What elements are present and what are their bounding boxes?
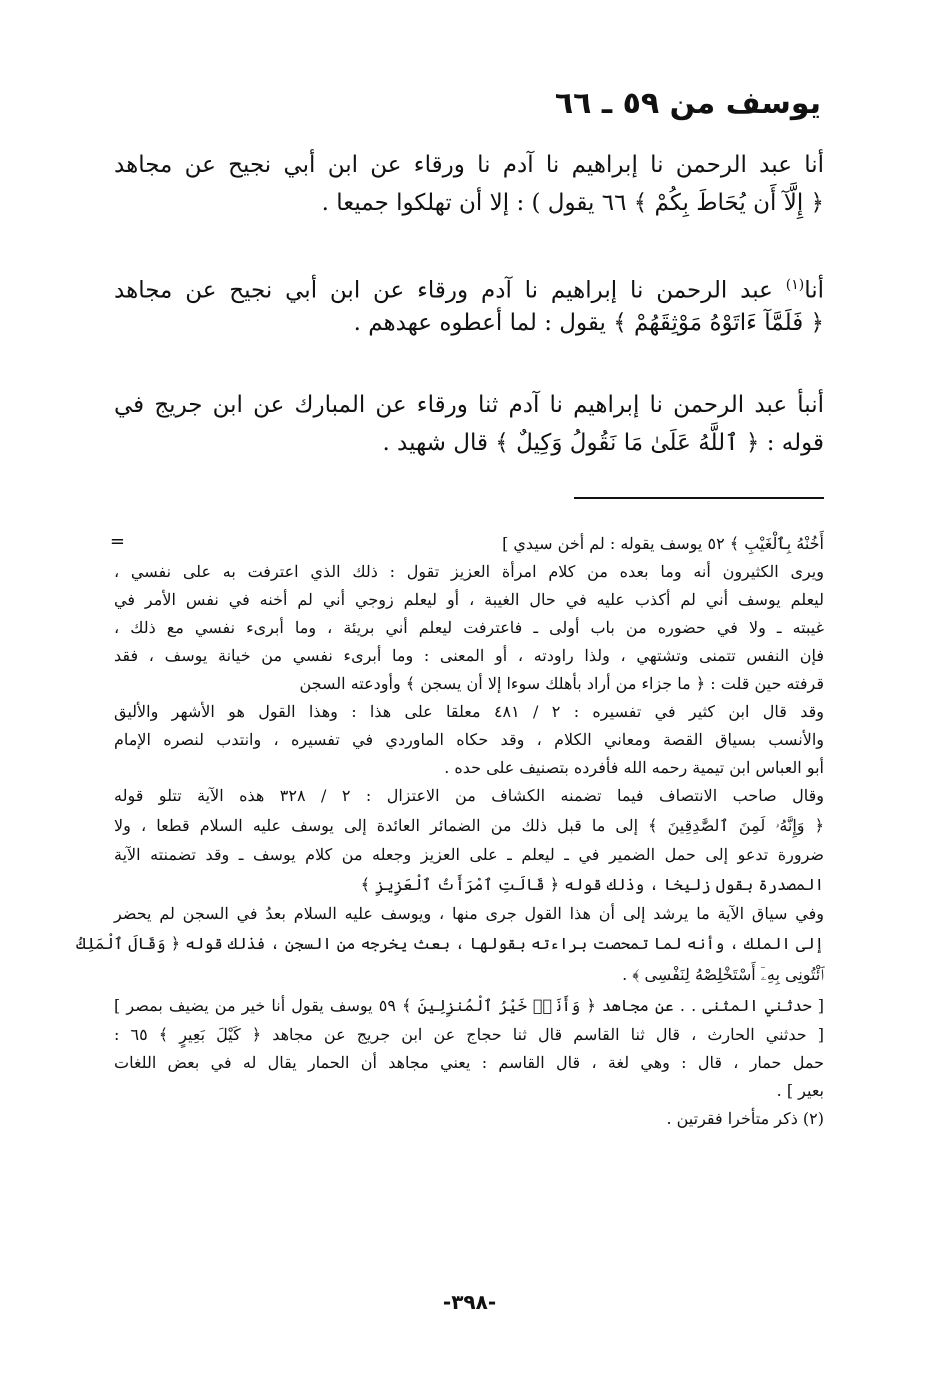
text-line: أنبأ عبد الرحمن نا إبراهيم نا آدم ثنا ورقاء عن المبارك عن ابن جريج في bbox=[114, 392, 824, 418]
footnote-reference: (١) bbox=[785, 277, 805, 293]
text-line: أنا عبد الرحمن نا إبراهيم نا آدم نا ورقاء عن ابن أبي نجيح عن مجاهد bbox=[114, 152, 824, 178]
footnote-line: وفي سياق الآية ما يرشد إلى أن هذا القول جرى منها ، ويوسف عليه السلام بعدُ في السجن لم يحضر bbox=[114, 904, 824, 923]
paragraph-3 bbox=[114, 386, 824, 462]
footnote-line: أبو العباس ابن تيمية رحمه الله فأفرده بتصنيف على حده . bbox=[444, 758, 824, 777]
paragraph-1 bbox=[114, 146, 824, 222]
footnotes bbox=[76, 530, 825, 1133]
footnote-line: وقد قال ابن كثير في تفسيره : ٢ / ٤٨١ معلقا على هذا : وهذا القول هو الأشهر والأليق bbox=[114, 702, 825, 721]
text-fragment: عبد الرحمن نا إبراهيم نا آدم ورقاء عن ابن أبي نجيح عن مجاهد bbox=[114, 277, 786, 304]
footnote-line: أَخُنْهُ بِٱلْغَيْبِ ﴾ ٥٢ يوسف يقوله : لم أخن سيدي ] bbox=[502, 534, 824, 553]
text-line: ﴿ إِلَّآ أَن يُحَاطَ بِكُمْ ﴾ ٦٦ يقول ) : إلا أن تهلكوا جميعا . bbox=[321, 190, 824, 216]
footnote-line: ٱئْتُونِى بِهِۦٓ أَسْتَخْلِصْهُ لِنَفْسِى ﴾ . bbox=[622, 965, 824, 984]
footnote-line: قرفته حين قلت : ﴿ ما جزاء من أراد بأهلك سوءا إلا أن يسجن ﴾ وأودعته السجن bbox=[299, 674, 824, 693]
main-text bbox=[114, 146, 824, 462]
page-number: -٣٩٨- bbox=[442, 1290, 497, 1314]
text-line: قوله : ﴿ ٱللَّهُ عَلَىٰ مَا نَقُولُ وَكِيلٌ ﴾ قال شهيد . bbox=[382, 430, 824, 456]
footnote-line: وقال صاحب الانتصاف فيما تضمنه الكشاف من الاعتزال : ٢ / ٣٢٨ هذه الآية تتلو قوله bbox=[114, 786, 825, 805]
footnote-divider bbox=[574, 497, 824, 499]
footnote-line: ضرورة تدعو إلى حمل الضمير في ـ ليعلم ـ على العزيز وجعله من كلام يوسف ـ وقد تضمنته الآية bbox=[114, 845, 824, 864]
footnote-line: [ حدثني الحارث ، قال ثنا القاسم قال ثنا حجاج عن ابن جريج عن مجاهد ﴿ كَيْلَ بَعِيرٍ ﴾ ٦٥ : bbox=[114, 1025, 824, 1044]
text-fragment: أنا bbox=[804, 277, 824, 304]
footnote-line: [ حدثني المثنى . . عن مجاهد ﴿ وَأَنَا۠ خَيْرُ ٱلْمُنزِلِينَ ﴾ ٥٩ يوسف يقول أنا خير من يضيف بمصر ] bbox=[114, 996, 824, 1015]
footnote-line: حمل حمار ، قال : وهي لغة ، قال القاسم : يعني مجاهد أن الحمار يقال له في بعض اللغات bbox=[114, 1053, 824, 1072]
footnote-line: ويرى الكثيرون أنه وما بعده من كلام امرأة العزيز تقول : ذلك الذي اعترفت به على نفسي ، bbox=[114, 562, 824, 581]
footnote-line: ليعلم يوسف أني لم أكذب عليه في حال الغيبة ، أو ليعلم زوجي أني لم أخنه في نفس الأمر في bbox=[114, 590, 824, 609]
footnote-line: والأنسب بسياق القصة ومعاني الكلام ، وقد حكاه الماوردي في تفسيره ، وانتدب لنصره الإمام bbox=[114, 730, 824, 749]
footnote-line: ﴿ وَإِنَّهُۥ لَمِنَ ٱلصَّٰدِقِينَ ﴾ إلى ما قبل ذلك من الضمائر العائدة إلى يوسف عليه السلام قطعا ، ولا bbox=[114, 816, 824, 835]
text-line: ﴿ فَلَمَّآ ءَاتَوْهُ مَوْثِقَهُمْ ﴾ يقول : لما أعطوه عهدهم . bbox=[353, 310, 824, 336]
footnote-line: إلى الملك ، وأنه لما تمحصت براءته بقولها ، بعث يخرجه من السجن ، فذلك قوله ﴿ وَقَالَ ٱلْمَلِكُ bbox=[76, 934, 824, 953]
footnote-line: المصدرة بقول زليخا ، وذلك قوله ﴿ قَالَتِ ٱمْرَأَتُ ٱلْعَزِيزِ ﴾ bbox=[360, 875, 824, 894]
text-line bbox=[114, 266, 824, 304]
footnote-line: بعير ] . bbox=[776, 1081, 824, 1100]
paragraph-2 bbox=[114, 266, 824, 342]
footnote-line: فإن النفس تتمنى وتشتهي ، ولذا راودته ، أو المعنى : وما أبرىء نفسي من خيانة يوسف ، فقد bbox=[114, 646, 824, 665]
continuation-marker: = bbox=[109, 531, 125, 552]
footnote-line: (٢) ذكر متأخرا فقرتين . bbox=[666, 1109, 824, 1128]
footnote-line: غيبته ـ ولا في حضوره من باب أولى ـ فاعترفت ليعلم أني بريئة ، وما أبرىء نفسي مع ذلك ، bbox=[114, 618, 825, 637]
running-header: يوسف من ٥٩ ـ ٦٦ bbox=[554, 86, 821, 121]
